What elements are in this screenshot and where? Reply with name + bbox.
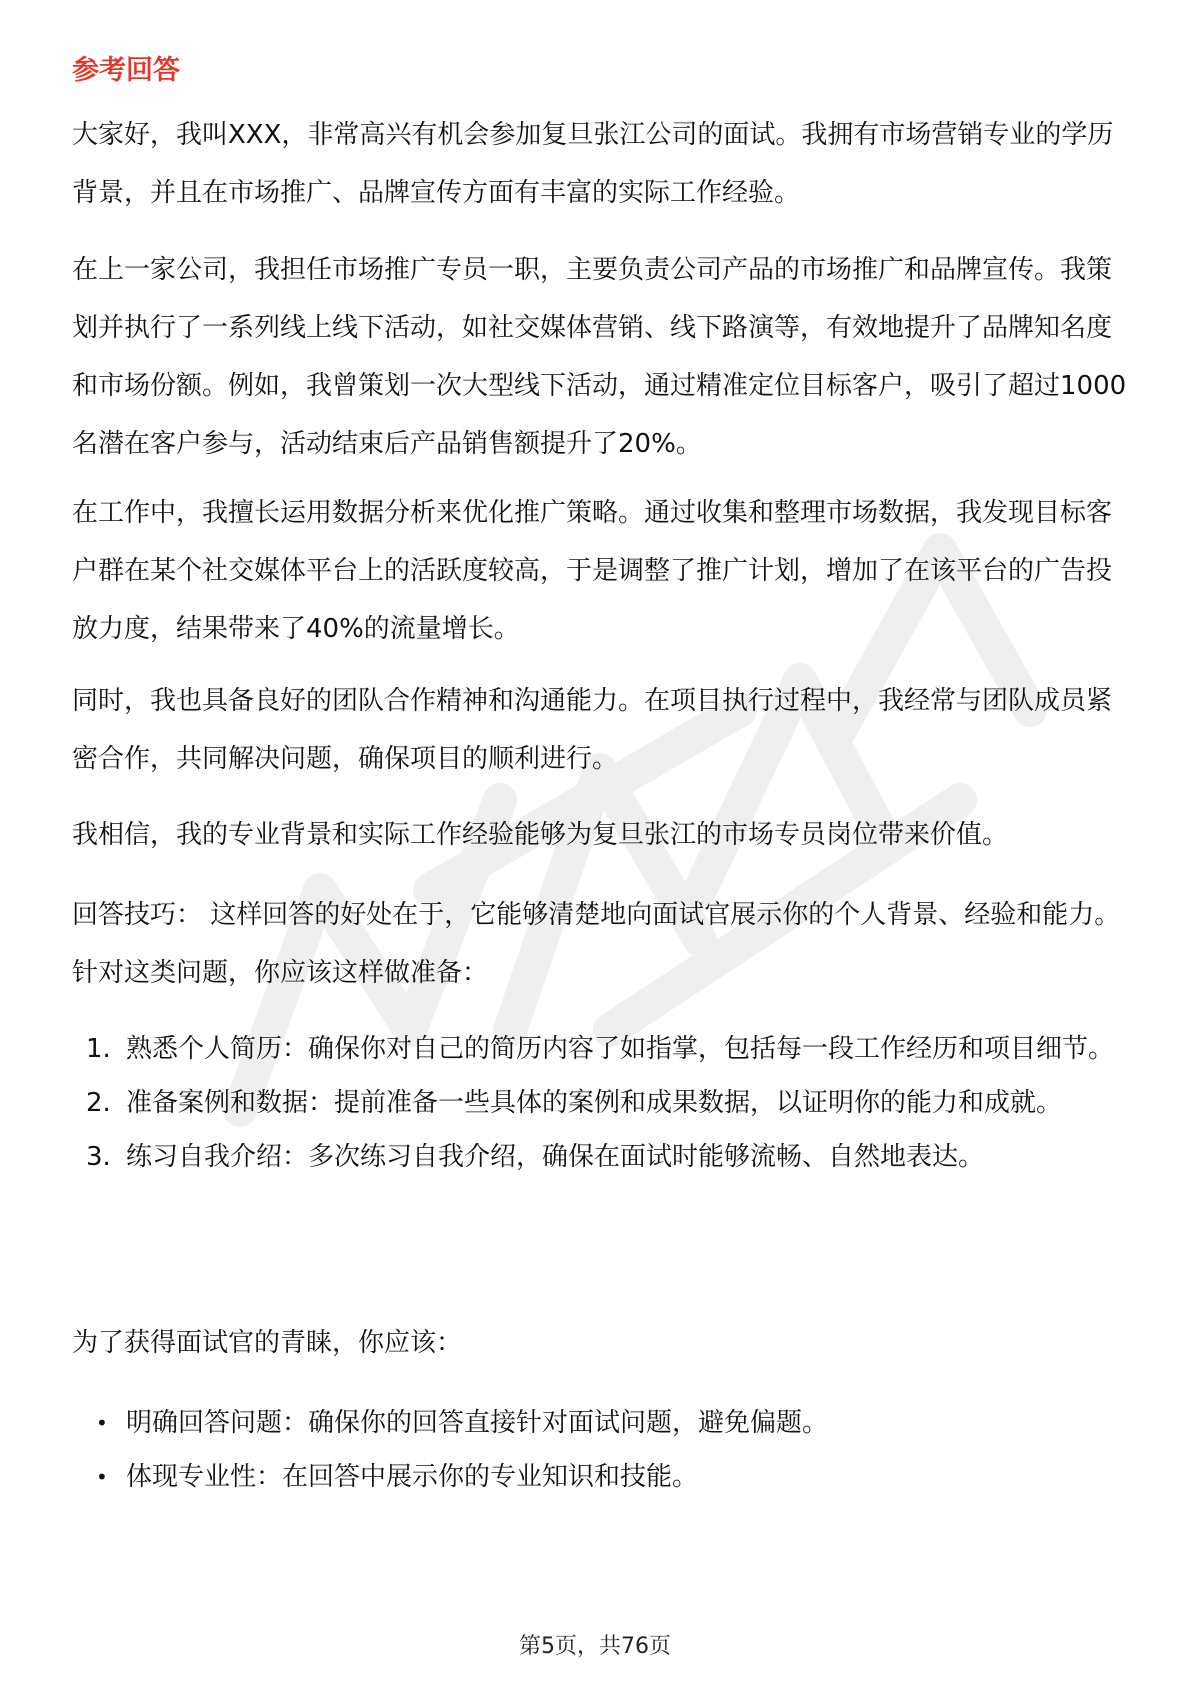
numbered-list — [72, 1020, 1127, 1186]
paragraph-data-analysis: 在工作中，我擅长运用数据分析来优化推广策略。通过收集和整理市场数据，我发现目标客户群在某个社交媒体平台上的活跃度较高，于是调整了推广计划，增加了在该平台的广告投放力度，结果带来了40%的流量增长。 — [72, 498, 1113, 644]
page-footer: 第5页，共76页 — [519, 1634, 671, 1659]
paragraph-intro: 大家好，我叫XXX，非常高兴有机会参加复旦张江公司的面试。我拥有市场营销专业的学历背景，并且在市场推广、品牌宣传方面有丰富的实际工作经验。 — [72, 120, 1114, 208]
list-item — [72, 1074, 1127, 1132]
paragraph-experience: 在上一家公司，我担任市场推广专员一职，主要负责公司产品的市场推广和品牌宣传。我策划并执行了一系列线上线下活动，如社交媒体营销、线下路演等，有效地提升了品牌知名度和市场份额。例如，我曾策划一次大型线下活动，通过精准定位目标客户，吸引了超过1000名潜在客户参与，活动结束后产品销售额提升了20%。 — [72, 255, 1127, 459]
list-marker: 1. — [86, 1034, 111, 1064]
list-item-text: 明确回答问题：确保你的回答直接针对面试问题，避免偏题。 — [126, 1408, 829, 1438]
paragraph-tips: 回答技巧： 这样回答的好处在于，它能够清楚地向面试官展示你的个人背景、经验和能力。针对这类问题，你应该这样做准备： — [72, 900, 1121, 988]
list-item — [72, 1128, 1127, 1186]
section-title: 参考回答 — [72, 55, 180, 86]
list-item — [72, 1020, 1127, 1078]
paragraph-closing-intro: 为了获得面试官的青睐，你应该： — [72, 1328, 463, 1358]
list-item — [72, 1394, 1127, 1452]
paragraph-teamwork: 同时，我也具备良好的团队合作精神和沟通能力。在项目执行过程中，我经常与团队成员紧密合作，共同解决问题，确保项目的顺利进行。 — [72, 686, 1113, 774]
bullet-marker: • — [96, 1411, 108, 1435]
list-item-text: 准备案例和数据：提前准备一些具体的案例和成果数据，以证明你的能力和成就。 — [126, 1088, 1063, 1118]
list-item-text: 熟悉个人简历：确保你对自己的简历内容了如指掌，包括每一段工作经历和项目细节。 — [126, 1034, 1115, 1064]
paragraph-value: 我相信，我的专业背景和实际工作经验能够为复旦张江的市场专员岗位带来价值。 — [72, 820, 1009, 850]
bullet-marker: • — [96, 1465, 108, 1489]
list-item — [72, 1448, 1127, 1506]
list-item-text: 体现专业性：在回答中展示你的专业知识和技能。 — [126, 1462, 699, 1492]
list-marker: 2. — [86, 1088, 111, 1118]
list-item-text: 练习自我介绍：多次练习自我介绍，确保在面试时能够流畅、自然地表达。 — [126, 1142, 985, 1172]
list-marker: 3. — [86, 1142, 111, 1172]
bullet-list — [72, 1394, 1127, 1506]
